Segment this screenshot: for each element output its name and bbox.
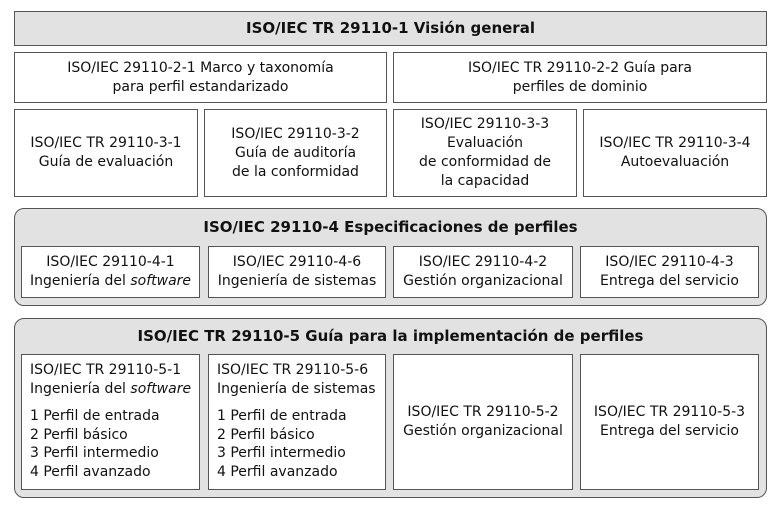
- box-29110-2-1: [14, 52, 387, 103]
- box-line: Evaluación: [446, 135, 524, 151]
- box-line: ISO/IEC TR 29110-5-1: [30, 362, 182, 378]
- overview-title: ISO/IEC TR 29110-1 Visión general: [246, 19, 535, 37]
- box-line: para perfil estandarizado: [112, 78, 289, 95]
- text-italic: software: [130, 381, 192, 397]
- box-line: de la conformidad: [232, 163, 359, 180]
- profile-item: 1 Perfil de entrada: [217, 408, 347, 424]
- box-line: Entrega del servicio: [599, 423, 739, 439]
- text-prefix: Ingeniería del: [29, 273, 131, 289]
- box-line: ISO/IEC 29110-4-6: [232, 254, 362, 270]
- box-line: ISO/IEC 29110-3-2: [231, 125, 360, 142]
- box-29110-4-2: [393, 246, 573, 298]
- panel-29110-4: [14, 208, 767, 306]
- profile-list: [30, 407, 160, 481]
- profile-item: 2 Perfil básico: [30, 426, 128, 443]
- box-line: ISO/IEC 29110-3-3: [420, 116, 550, 132]
- box-29110-5-1: [21, 354, 200, 490]
- box-29110-5-3: [580, 354, 759, 490]
- text-italic: software: [130, 273, 192, 289]
- box-29110-2-2: [393, 52, 767, 103]
- box-line: Gestión organizacional: [403, 273, 563, 289]
- panel-title: ISO/IEC TR 29110-5 Guía para la implementación de perfiles: [137, 327, 644, 345]
- box-29110-4-1: [21, 246, 200, 298]
- panel-title: ISO/IEC 29110-4 Especificaciones de perfiles: [203, 218, 578, 236]
- profile-item: 3 Perfil intermedio: [217, 445, 346, 461]
- box-29110-3-3: [393, 109, 577, 197]
- profile-item: 4 Perfil avanzado: [30, 463, 151, 480]
- overview-box: [14, 11, 767, 46]
- box-line: la capacidad: [440, 173, 530, 189]
- box-line: ISO/IEC TR 29110-2-2 Guía para: [467, 59, 693, 76]
- box-line: Gestión organizacional: [403, 423, 563, 439]
- box-line: ISO/IEC TR 29110-5-6: [217, 362, 369, 378]
- box-29110-5-6: [208, 354, 386, 490]
- box-line: perfiles de dominio: [512, 78, 648, 95]
- profile-item: 1 Perfil de entrada: [30, 408, 160, 424]
- box-line: ISO/IEC TR 29110-3-4: [599, 135, 751, 151]
- box-29110-3-4: [583, 109, 767, 197]
- text-prefix: Ingeniería del: [30, 381, 131, 397]
- box-line: ISO/IEC TR 29110-5-3: [593, 404, 746, 420]
- box-29110-4-6: [208, 246, 386, 298]
- box-line: ISO/IEC 29110-4-1: [46, 254, 175, 270]
- profile-item: 4 Perfil avanzado: [217, 463, 338, 480]
- box-line: ISO/IEC TR 29110-5-2: [407, 404, 559, 420]
- panel-29110-5: [14, 318, 767, 498]
- box-29110-4-3: [580, 246, 759, 298]
- profile-list: [217, 407, 347, 481]
- box-line: Entrega del servicio: [599, 273, 739, 289]
- box-line: Ingeniería de sistemas: [217, 273, 377, 289]
- box-line: Guía de auditoría: [234, 144, 357, 161]
- box-line: [30, 380, 191, 399]
- box-line: ISO/IEC 29110-2-1 Marco y taxonomía: [67, 59, 334, 76]
- box-line: ISO/IEC TR 29110-3-1: [30, 135, 182, 151]
- profile-item: 2 Perfil básico: [217, 426, 315, 443]
- box-29110-3-1: [14, 109, 198, 197]
- box-29110-5-2: [393, 354, 573, 490]
- box-29110-3-2: [204, 109, 387, 197]
- box-line: ISO/IEC 29110-4-2: [418, 254, 548, 270]
- box-line: ISO/IEC 29110-4-3: [605, 254, 734, 270]
- box-line: Autoevaluación: [620, 154, 730, 170]
- profile-item: 3 Perfil intermedio: [30, 445, 159, 461]
- box-line: [30, 272, 191, 291]
- box-line: Guía de evaluación: [38, 154, 174, 170]
- box-line: Ingeniería de sistemas: [217, 381, 376, 397]
- box-line: de conformidad de: [419, 154, 551, 170]
